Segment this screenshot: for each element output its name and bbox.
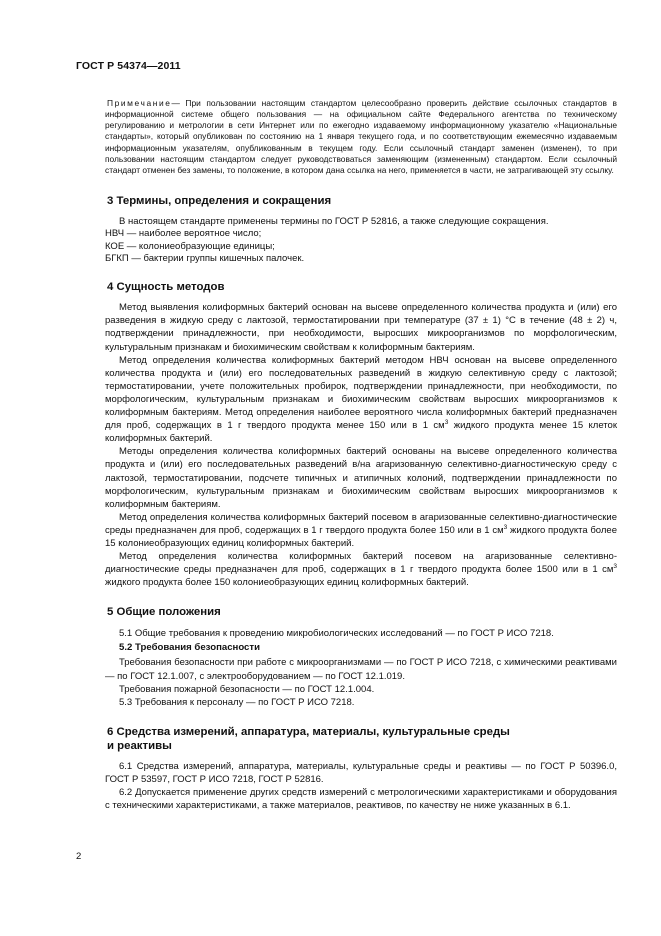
note-label: Примечание — [107, 98, 172, 108]
document-id-header: ГОСТ Р 54374—2011 — [76, 60, 181, 72]
subsection-5-2-paragraph-2: Требования пожарной безопасности — по ГОСТ 12.1.004. — [119, 683, 375, 695]
reference-note — [105, 98, 617, 176]
page-content — [105, 96, 617, 812]
section-3-intro: В настоящем стандарте применены термины по ГОСТ Р 52816, а также следующие сокращения. — [119, 216, 549, 228]
section-6-title-line-1: 6 Средства измерений, аппаратура, материалы, культуральные среды — [107, 725, 510, 738]
section-4-paragraph-4-end: жидкого продукта более 15 колониеобразующих единиц колиформных бактерий. — [105, 524, 617, 549]
subsection-6-1: 6.1 Средства измерений, аппаратура, материалы, культуральные среды и реактивы — по ГОСТ Р 50396.0, ГОСТ Р 53597, ГОСТ Р ИСО 7218, ГОСТ Р 52816. — [105, 760, 617, 785]
abbreviation-koe: КОЕ — колониеобразующие единицы; — [105, 240, 275, 252]
note-text: — При пользовании настоящим стандартом целесообразно проверить действие ссылочных стандартов в информационной системе общего пользования — на официальном сайте Федерального агентства по техническому регулированию и метрологии в сети Интернет или по ежегодно издаваемому информационному указателю «Национальные стандарты», который опубликован по состоянию на 1 января текущего года, и по соответствующим ежемесячно издаваемым информационным указателям, опубликованным в текущем году. Если ссылочный стандарт заменен (изменен), то при пользовании настоящим стандартом следует руководствоваться заменяющим (измененным) стандартом. Если ссылочный стандарт отменен без замены, то положение, в котором дана ссылка на него, применяется в части, не затрагивающей эту ссылку. — [105, 98, 617, 175]
section-4-title: 4 Сущность методов — [107, 281, 225, 294]
section-4-paragraph-4 — [105, 511, 617, 550]
cubic-superscript: 3 — [503, 523, 508, 531]
section-3-body — [105, 216, 617, 265]
section-5-title: 5 Общие положения — [107, 606, 221, 619]
section-4-paragraph-2-text: Метод определения количества колиформных бактерий методом НВЧ основан на высеве определенного количества продукта и (или) его последовательных разведений в жидкую селективную среду с лактозой; термостатировании, учете положительных пробирок, подтверждении принадлежности, при необходимости, по морфологическим, культуральным признакам и биохимическим свойствам выросших микроорганизмов к колиформным бактериям. Метод определения наиболее вероятного числа колиформных бактерий предназначен для проб, содержащих в 1 г твердого продукта менее 150 или в 1 см — [105, 354, 617, 432]
section-4-paragraph-4-text: Метод определения количества колиформных бактерий посевом в агаризованные селективно-диагностические среды предназначен для проб, содержащих в 1 г твердого продукта более 150 или в 1 см — [105, 511, 617, 536]
section-4-paragraph-1: Метод выявления колиформных бактерий основан на высеве определенного количества продукта и (или) его разведения в жидкую среду с лактозой, термостатировании при температуре (37 ± 1) °С в течение (48 ± 2) ч, подтверждении принадлежности, при необходимости, выросших микроорганизмов по морфологическим, культуральным признакам и биохимическим свойствам к колиформным бактериям. — [105, 302, 617, 353]
section-5-body — [105, 627, 617, 708]
cubic-superscript: 3 — [444, 418, 449, 426]
section-4-paragraph-3: Методы определения количества колиформных бактерий основаны на высеве определенного количества продукта и (или) его последовательных разведений в/на агаризованную селективно-диагностическую среду с лактозой, термостатировании, подсчете типичных и атипичных колоний, подтверждении принадлежности по морфологическим, культуральным признакам и биохимическим свойствам выросших микроорганизмов к колиформным бактериям. — [105, 446, 617, 510]
cubic-superscript: 3 — [613, 563, 617, 570]
section-6-title — [107, 725, 617, 753]
section-6-body — [105, 760, 617, 812]
subsection-5-3: 5.3 Требования к персоналу — по ГОСТ Р ИСО 7218. — [119, 696, 355, 708]
section-3-title: 3 Термины, определения и сокращения — [107, 195, 332, 208]
subsection-6-2: 6.2 Допускается применение других средств измерений с метрологическими характеристиками и оборудования с техническими характеристиками, а также материалов, реактивов, по качеству не ниже указанных в 6.1. — [105, 787, 617, 812]
section-4-paragraph-5-text: Метод определения количества колиформных бактерий посевом на агаризованные селективно-диагностические среды предназначен для проб, содержащих в 1 г твердого продукта более 1500 или в 1 см — [105, 551, 617, 576]
section-4-paragraph-5 — [105, 550, 617, 589]
section-4-paragraph-5-end: жидкого продукта более 150 колониеобразующих единиц колиформных бактерий. — [105, 577, 469, 589]
abbreviation-bgkp: БГКП — бактерии группы кишечных палочек. — [105, 252, 305, 264]
section-4-body — [105, 301, 617, 589]
subsection-5-1: 5.1 Общие требования к проведению микробиологических исследований — по ГОСТ Р ИСО 7218. — [119, 628, 554, 640]
subsection-5-2-paragraph-1: Требования безопасности при работе с микроорганизмами — по ГОСТ Р ИСО 7218, с химическими реактивами — по ГОСТ 12.1.007, с электрооборудованием — по ГОСТ 12.1.019. — [105, 657, 617, 682]
page-number: 2 — [76, 851, 82, 862]
section-6-title-line-2: и реактивы — [107, 739, 172, 752]
section-4-paragraph-2 — [105, 354, 617, 446]
section-4-paragraph-2-end: жидкого продукта менее 15 клеток колиформных бактерий. — [105, 420, 617, 445]
subsection-5-2-title: 5.2 Требования безопасности — [119, 642, 260, 654]
abbreviation-nvch: НВЧ — наиболее вероятное число; — [105, 228, 262, 240]
